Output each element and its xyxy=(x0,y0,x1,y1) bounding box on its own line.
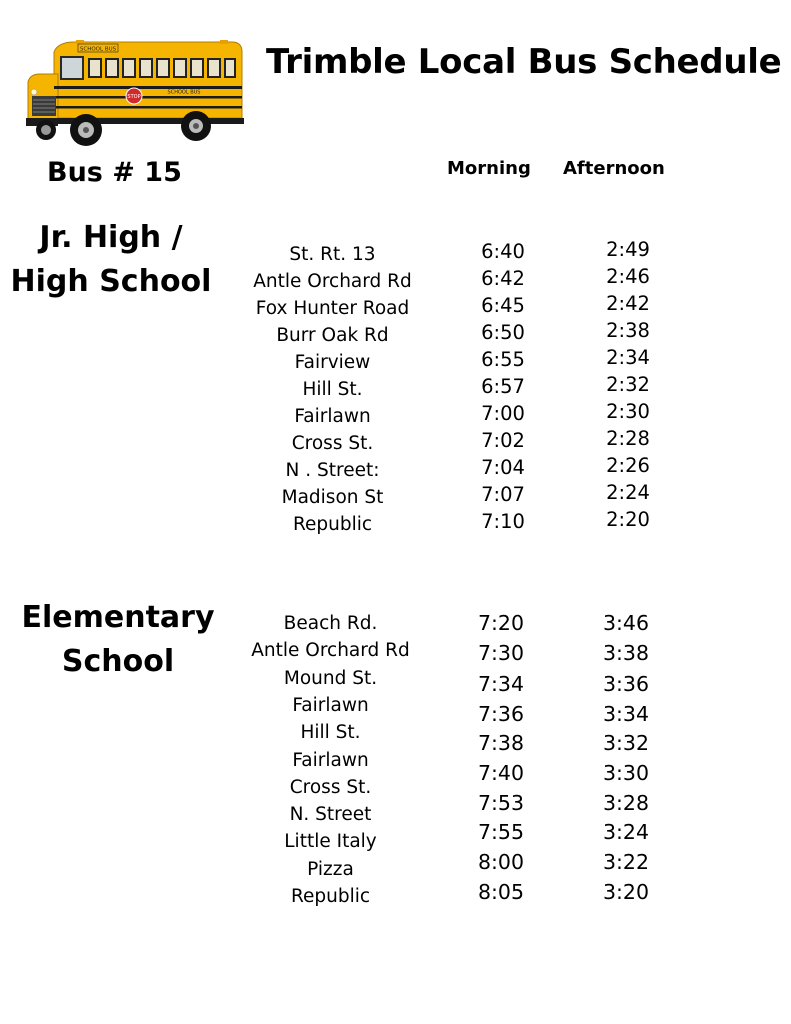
stop-name: Fairlawn xyxy=(292,749,369,771)
stop-name: Hill St. xyxy=(302,379,363,400)
afternoon-time: 2:32 xyxy=(606,373,650,396)
afternoon-time: 3:38 xyxy=(602,641,650,666)
afternoon-time: 3:24 xyxy=(602,820,650,845)
morning-time: 6:45 xyxy=(481,294,525,317)
table-row xyxy=(250,348,750,375)
morning-time: 6:57 xyxy=(481,375,525,398)
morning-time: 7:02 xyxy=(481,429,525,452)
bus-top-sign: SCHOOL BUS xyxy=(79,46,117,53)
table-row xyxy=(248,718,748,756)
afternoon-time: 3:22 xyxy=(602,850,650,875)
table-row xyxy=(250,294,750,321)
table-row xyxy=(250,456,750,483)
bus-number-label: Bus # 15 xyxy=(47,157,182,188)
stop-name: Antle Orchard Rd xyxy=(251,640,410,662)
morning-time: 7:53 xyxy=(477,790,525,815)
morning-time: 7:36 xyxy=(477,701,525,726)
stop-name: N . Street: xyxy=(285,460,380,481)
stop-name: N. Street xyxy=(289,804,372,826)
section-title-line2: High School xyxy=(10,264,212,299)
morning-time: 7:30 xyxy=(477,641,525,666)
stop-name: Beach Rd. xyxy=(283,613,378,634)
afternoon-time: 2:38 xyxy=(606,319,650,342)
stop-name: St. Rt. 13 xyxy=(289,244,376,265)
afternoon-time: 3:30 xyxy=(602,760,650,785)
table-row xyxy=(248,691,748,726)
table-row xyxy=(250,510,750,537)
table-row xyxy=(250,321,750,348)
afternoon-time: 2:34 xyxy=(606,346,650,369)
afternoon-time: 3:32 xyxy=(602,731,650,756)
section-title-line1: Elementary xyxy=(21,600,215,635)
morning-time: 7:10 xyxy=(481,510,525,533)
afternoon-time: 3:36 xyxy=(602,671,650,696)
afternoon-time: 2:20 xyxy=(606,508,650,531)
morning-time: 6:50 xyxy=(481,321,525,344)
stop-name: Republic xyxy=(290,886,371,907)
afternoon-time: 3:34 xyxy=(602,701,650,726)
afternoon-time: 2:24 xyxy=(606,481,650,504)
stop-name: Cross St. xyxy=(291,433,374,454)
stop-name: Madison St xyxy=(281,487,384,508)
afternoon-time: 3:20 xyxy=(602,879,650,904)
stop-name: Cross St. xyxy=(289,776,372,798)
table-row xyxy=(248,746,748,785)
stop-name: Fairlawn xyxy=(294,406,371,427)
section-title-elementary xyxy=(3,596,233,684)
morning-time: 6:40 xyxy=(481,240,525,263)
bus-side-sign: SCHOOL BUS xyxy=(167,89,201,96)
morning-time: 7:34 xyxy=(477,671,525,696)
column-header-afternoon: Afternoon xyxy=(563,158,665,179)
morning-time: 7:20 xyxy=(477,611,525,635)
morning-time: 8:05 xyxy=(477,879,525,904)
stop-name: Hill St. xyxy=(300,722,361,744)
table-row xyxy=(248,609,748,636)
table-row xyxy=(250,402,750,429)
stop-name: Fairview xyxy=(294,352,371,373)
section-title-high-school xyxy=(0,216,226,304)
afternoon-time: 2:30 xyxy=(606,400,650,423)
morning-time: 6:55 xyxy=(481,348,525,371)
morning-time: 8:00 xyxy=(477,850,525,875)
afternoon-time: 2:46 xyxy=(606,265,650,288)
morning-time: 7:04 xyxy=(481,456,525,479)
stop-name: Pizza xyxy=(307,858,354,880)
table-row xyxy=(250,429,750,456)
afternoon-time: 3:46 xyxy=(602,611,650,635)
afternoon-time: 2:28 xyxy=(606,427,650,450)
table-row xyxy=(250,375,750,402)
stop-sign: STOP xyxy=(127,94,141,100)
section-title-line2: School xyxy=(61,644,175,679)
afternoon-time: 2:26 xyxy=(606,454,650,477)
afternoon-time: 2:49 xyxy=(606,238,650,261)
stop-name: Antle Orchard Rd xyxy=(253,271,412,292)
morning-time: 7:00 xyxy=(481,402,525,425)
school-bus-image xyxy=(24,38,246,150)
stop-name: Fox Hunter Road xyxy=(255,298,410,319)
table-row xyxy=(250,240,750,267)
afternoon-time: 2:42 xyxy=(606,292,650,315)
stop-name: Mound St. xyxy=(283,667,378,689)
morning-time: 6:42 xyxy=(481,267,525,290)
page-title: Trimble Local Bus Schedule xyxy=(266,42,782,82)
table-row xyxy=(248,636,748,666)
morning-time: 7:38 xyxy=(477,731,525,756)
section-title-line1: Jr. High / xyxy=(39,220,183,255)
column-header-morning: Morning xyxy=(447,158,531,179)
table-row xyxy=(248,879,748,909)
stop-name: Burr Oak Rd xyxy=(276,325,389,346)
morning-time: 7:07 xyxy=(481,483,525,506)
stop-name: Republic xyxy=(292,514,373,535)
afternoon-time: 3:28 xyxy=(602,790,650,815)
morning-time: 7:40 xyxy=(477,760,525,785)
stop-name: Fairlawn xyxy=(292,694,369,716)
stop-name: Little Italy xyxy=(284,831,377,853)
table-row xyxy=(248,664,748,696)
table-row xyxy=(250,267,750,294)
table-row xyxy=(250,483,750,510)
morning-time: 7:55 xyxy=(477,820,525,845)
